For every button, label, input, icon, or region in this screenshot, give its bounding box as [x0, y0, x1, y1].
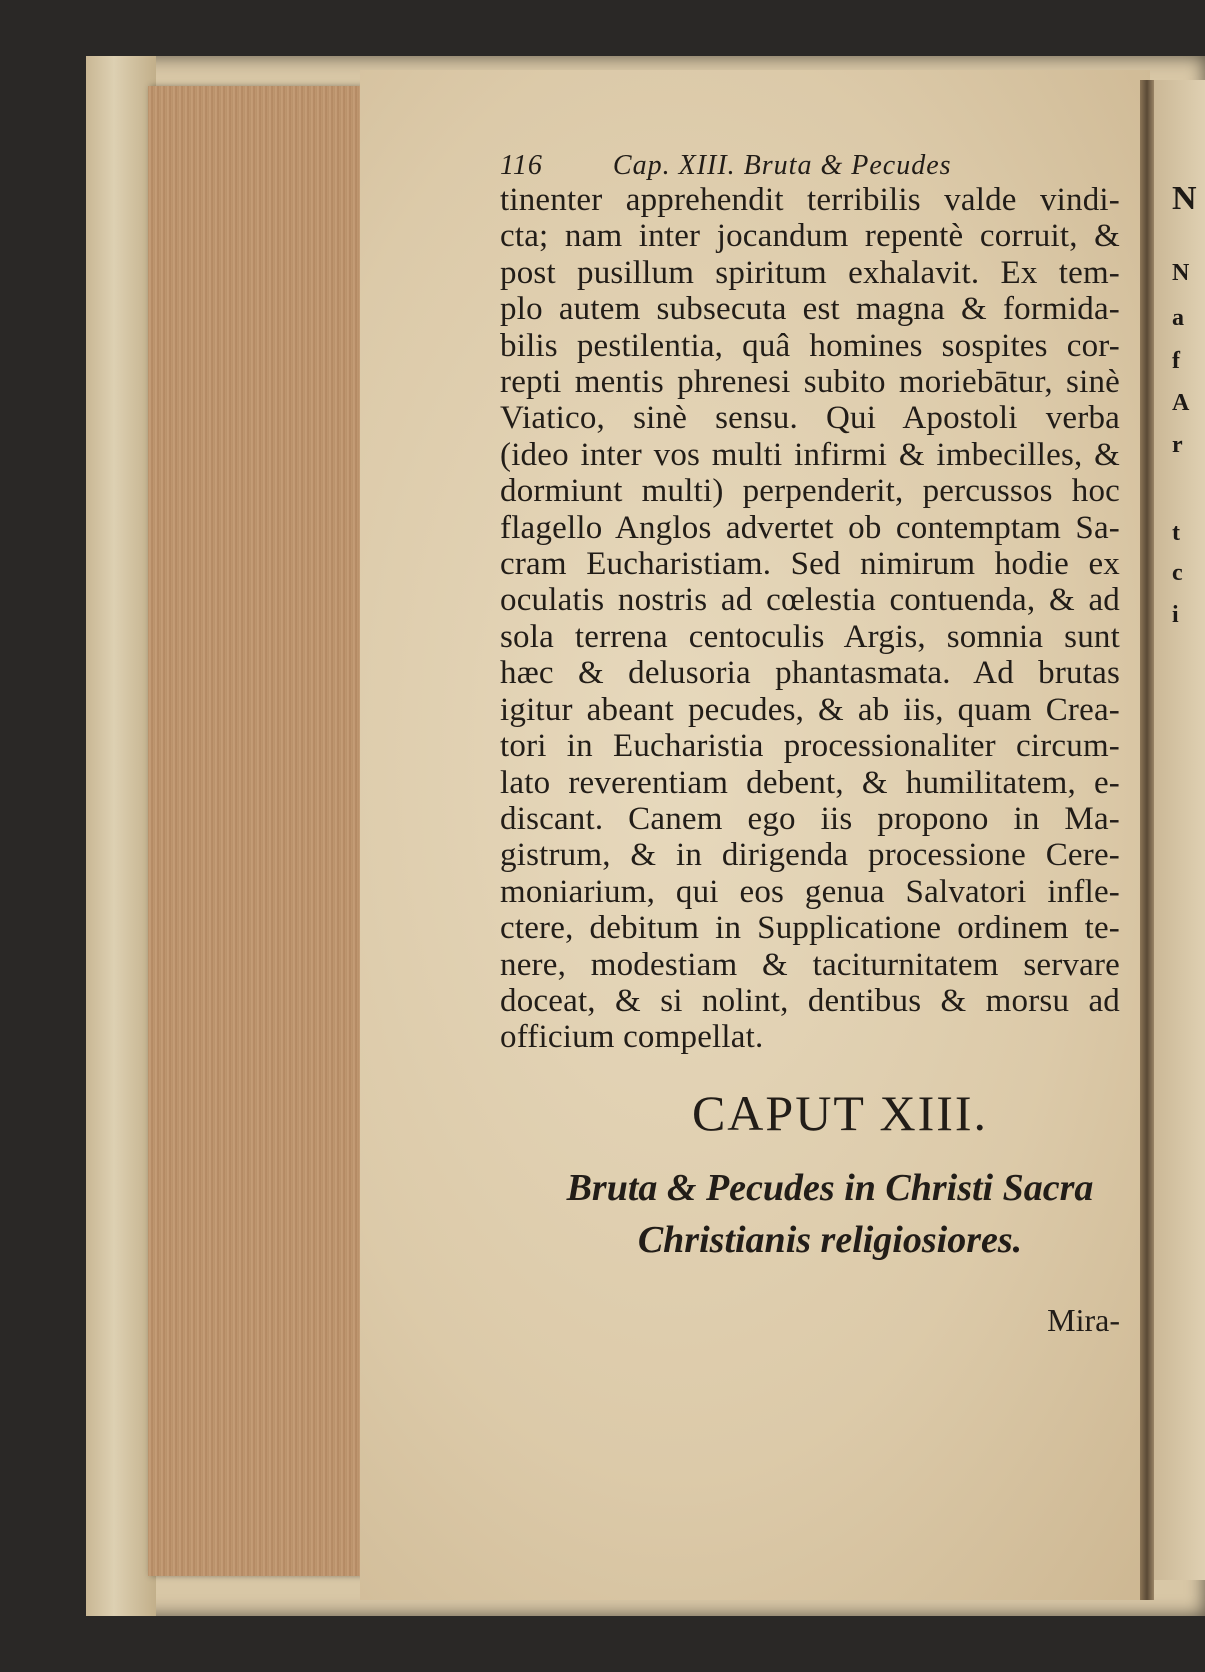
facing-page-letter: i — [1172, 602, 1179, 628]
text-line: plo autem subsecuta est magna & formida- — [500, 291, 1120, 328]
text-line: cram Eucharistiam. Sed nimirum hodie ex — [500, 546, 1120, 583]
chapter-subtitle — [500, 1162, 1120, 1266]
text-line: gistrum, & in dirigenda processione Cere- — [500, 837, 1120, 874]
facing-page-letter: t — [1172, 520, 1180, 546]
facing-page-letter: A — [1172, 390, 1190, 416]
facing-page-letter: f — [1172, 348, 1180, 374]
text-line: hæc & delusoria phantasmata. Ad brutas — [500, 655, 1120, 692]
text-line: moniarium, qui eos genua Salvatori infle- — [500, 873, 1120, 910]
text-line: dormiunt multi) perpenderit, percussos hoc — [500, 473, 1120, 510]
text-line: sola terrena centoculis Argis, somnia sunt — [500, 618, 1120, 655]
text-line: post pusillum spiritum exhalavit. Ex tem- — [500, 254, 1120, 291]
book-cover-edge — [86, 56, 156, 1616]
facing-page-letter: N — [1172, 260, 1190, 286]
page-edges — [148, 86, 363, 1576]
facing-page-letter: r — [1172, 432, 1183, 458]
text-line: Viatico, sinè sensu. Qui Apostoli verba — [500, 400, 1120, 437]
text-line: tori in Eucharistia processionaliter circum- — [500, 728, 1120, 765]
text-line: (ideo inter vos multi infirmi & imbecilles, & — [500, 436, 1120, 473]
facing-page-letter: N — [1172, 180, 1197, 217]
text-line: igitur abeant pecudes, & ab iis, quam Crea- — [500, 691, 1120, 728]
text-line: oculatis nostris ad cœlestia contuenda, & ad — [500, 582, 1120, 619]
page-number: 116 — [500, 150, 543, 181]
page-text — [500, 142, 1120, 1339]
catchword: Mira- — [1047, 1301, 1120, 1338]
gutter — [1140, 80, 1154, 1600]
text-line: repti mentis phrenesi subito moriebātur, sinè — [500, 364, 1120, 401]
text-line: flagello Anglos advertet ob contemptam Sa- — [500, 509, 1120, 546]
text-line: cta; nam inter jocandum repentè corruit, & — [500, 218, 1120, 255]
chapter-subtitle-line: Bruta & Pecudes in Christi Sacra — [566, 1166, 1094, 1209]
body-text — [500, 182, 1120, 1056]
text-line: officium compellat. — [500, 1019, 764, 1056]
running-head — [500, 142, 1120, 182]
text-line: nere, modestiam & taciturnitatem servare — [500, 946, 1120, 983]
text-line: doceat, & si nolint, dentibus & morsu ad — [500, 982, 1120, 1019]
chapter-title: CAPUT XIII. — [691, 1084, 989, 1141]
text-line: discant. Canem ego iis propono in Ma- — [500, 800, 1120, 837]
text-line: bilis pestilentia, quâ homines sospites cor- — [500, 327, 1120, 364]
text-line: lato reverentiam debent, & humilitatem, e- — [500, 764, 1120, 801]
facing-page-letter: c — [1172, 560, 1183, 586]
text-line: tinenter apprehendit terribilis valde vindi- — [500, 182, 1120, 218]
facing-page-letter: a — [1172, 305, 1184, 331]
running-title: Cap. XIII. Bruta & Pecudes — [612, 150, 952, 181]
facing-page-edge — [1154, 80, 1205, 1580]
chapter-subtitle-line: Christianis religiosiores. — [637, 1218, 1023, 1261]
text-line: ctere, debitum in Supplicatione ordinem te- — [500, 910, 1120, 947]
